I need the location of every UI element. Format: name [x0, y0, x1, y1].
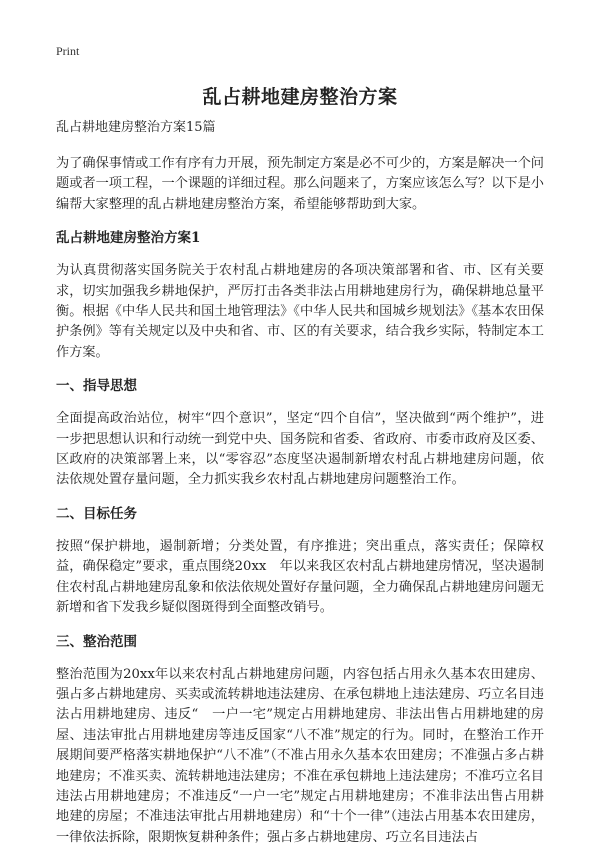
- section-heading-scope: 三、整治范围: [56, 633, 137, 650]
- print-link[interactable]: Print: [56, 44, 80, 58]
- section-heading-objectives: 二、目标任务: [56, 505, 137, 522]
- section-body-scope: 整治范围为20xx年以来农村乱占耕地建房问题，内容包括占用永久基本农田建房、强占多占耕地建房、买卖或流转耕地违法建房、在承包耕地上违法建房、巧立名目违法占用耕地建房、违反“ 一户一宅”规定占用耕地建房、非法出售占用耕地建的房屋、违法审批占用耕地建房等违反国家“八不准”规定的行为。同时，在整治工作开展期间要严格落实耕地保护“八不准”（不准占用永久基本农田建房；不准强占多占耕地建房；不准买卖、流转耕地违法建房；不准在承包耕地上违法建房；不准巧立名目违法占用耕地建房；不准违反“一户一宅”规定占用耕地建房；不准非法出售占用耕地建的房屋；不准违法审批占用耕地建房）和“十个一律”（违法占用基本农田建房，一律依法拆除，限期恢复耕种条件；强占多占耕地建房、巧立名目违法占: [56, 666, 544, 845]
- document-subtitle: 乱占耕地建房整治方案15篇: [56, 120, 216, 135]
- article-heading: 乱占耕地建房整治方案1: [56, 230, 201, 247]
- section-body-objectives: 按照“保护耕地，遏制新增；分类处置，有序推进；突出重点，落实责任；保障权益，确保稳定”要求，重点围绕20xx 年以来我区农村乱占耕地建房情况，坚决遏制住农村乱占耕地建房乱象和依法依规处置好存量问题，全力确保乱占耕地建房问题无新增和省下发我乡疑似图斑得到全面整改销号。: [56, 538, 544, 616]
- page-title: 乱占耕地建房整治方案: [202, 86, 398, 108]
- section-body-guiding-ideology: 全面提高政治站位，树牢“四个意识”，坚定“四个自信”，坚决做到“两个维护”，进一步把思想认识和行动统一到党中央、国务院和省委、省政府、市委市政府及区委、区政府的决策部署上来，以“零容忍”态度坚决遏制新增农村乱占耕地建房问题，依法依规处置存量问题，全力抓实我乡农村乱占耕地建房问题整治工作。: [56, 411, 544, 488]
- intro-paragraph: 为了确保事情或工作有序有力开展，预先制定方案是必不可少的，方案是解决一个问题或者一项工程，一个课题的详细过程。那么问题来了，方案应该怎么写？以下是小编帮大家整理的乱占耕地建房整治方案，希望能够帮助到大家。: [56, 156, 544, 212]
- document-body: [56, 118, 544, 861]
- section-heading-guiding-ideology: 一、指导思想: [56, 378, 137, 395]
- article-intro-paragraph: 为认真贯彻落实国务院关于农村乱占耕地建房的各项决策部署和省、市、区有关要求，切实加强我乡耕地保护，严厉打击各类非法占用耕地建房行为，确保耕地总量平衡。根据《中华人民共和国土地管理法》《中华人民共和国城乡规划法》《基本农田保护条例》等有关规定以及中央和省、市、区的有关要求，结合我乡实际，特制定本工作方案。: [56, 263, 544, 360]
